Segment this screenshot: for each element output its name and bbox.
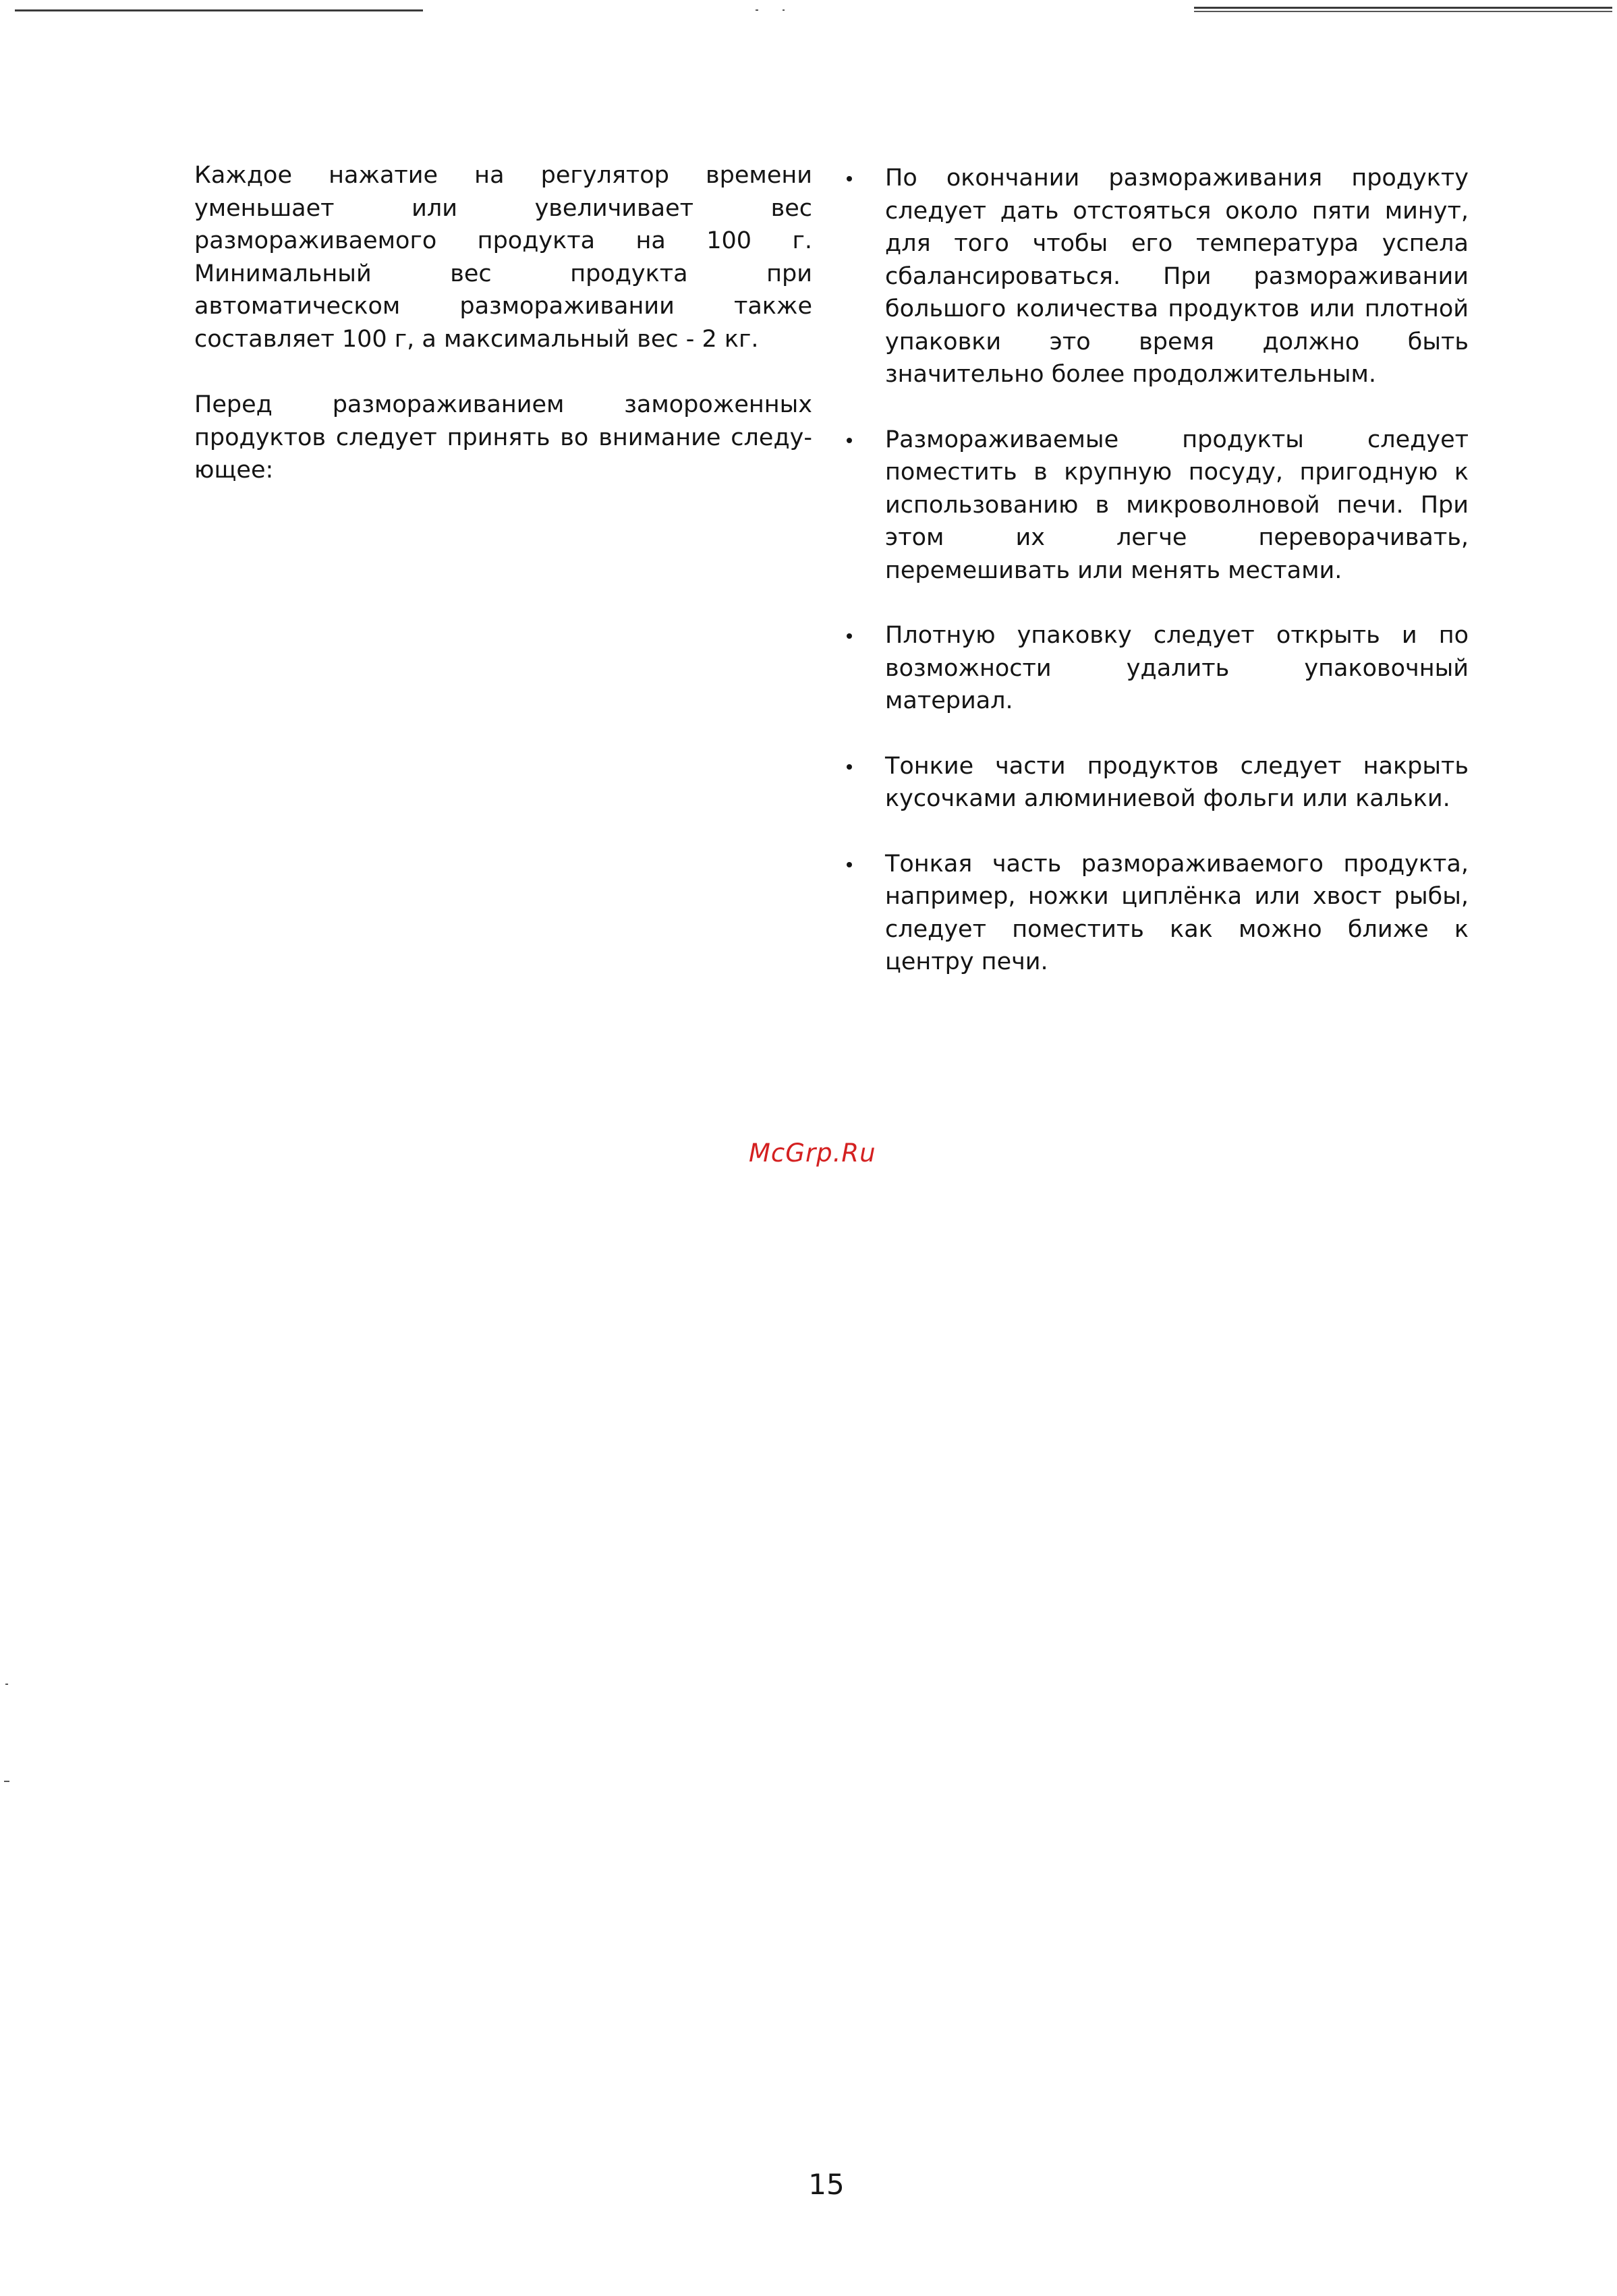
list-item (847, 162, 1469, 391)
top-right-rule-secondary (1194, 11, 1612, 12)
list-item-text: Размораживаемые продукты следует поместить в крупную посуду, пригодную к использованию в микроволновой печи. При этом их легче переворачивать, перемешивать или менять местами. (885, 426, 1469, 584)
list-item (847, 424, 1469, 587)
list-item-text: Тонкие части продуктов следует накрыть кусочками алюминиевой фольги или кальки. (885, 752, 1469, 812)
scan-speck (4, 1781, 9, 1782)
list-item (847, 848, 1469, 979)
defrost-tips-list (847, 162, 1469, 979)
left-column (194, 159, 812, 487)
list-item-text: Тонкая часть размораживаемого продукта, например, ножки циплёнка или хвост рыбы, следует поместить как можно ближе к центру печи. (885, 850, 1469, 975)
bullet-icon (847, 176, 852, 181)
scan-speck (756, 9, 758, 11)
list-item (847, 750, 1469, 815)
bullet-icon (847, 764, 852, 770)
top-left-rule (15, 9, 423, 11)
page-number: 15 (808, 2168, 845, 2201)
right-column (847, 162, 1469, 1011)
scan-speck (783, 9, 785, 11)
preface-paragraph: Перед размораживанием замороженных продуктов следует принять во внимание следу-ющее: (194, 391, 812, 484)
bullet-icon (847, 438, 852, 443)
scan-speck (5, 1684, 8, 1685)
list-item-text: Плотную упаковку следует открыть и по возможности удалить упаковочный материал. (885, 622, 1469, 714)
bullet-icon (847, 862, 852, 867)
top-right-rule (1194, 7, 1612, 9)
intro-paragraph: Каждое нажатие на регулятор времени уменьшает или увеличивает вес размораживаемого продукта на 100 г. Минимальный вес продукта при автоматическом размораживании также составляет 100 г, а максимальный вес - 2 кг. (194, 162, 812, 353)
watermark: McGrp.Ru (749, 1139, 876, 1168)
bullet-icon (847, 633, 852, 639)
list-item-text: По окончании размораживания продукту следует дать отстояться около пяти минут, для того чтобы его температура успела сбалансироваться. При размораживании большого количества продуктов или плотной упаковки это время должно быть значительно более продолжительным. (885, 165, 1469, 388)
list-item (847, 619, 1469, 718)
